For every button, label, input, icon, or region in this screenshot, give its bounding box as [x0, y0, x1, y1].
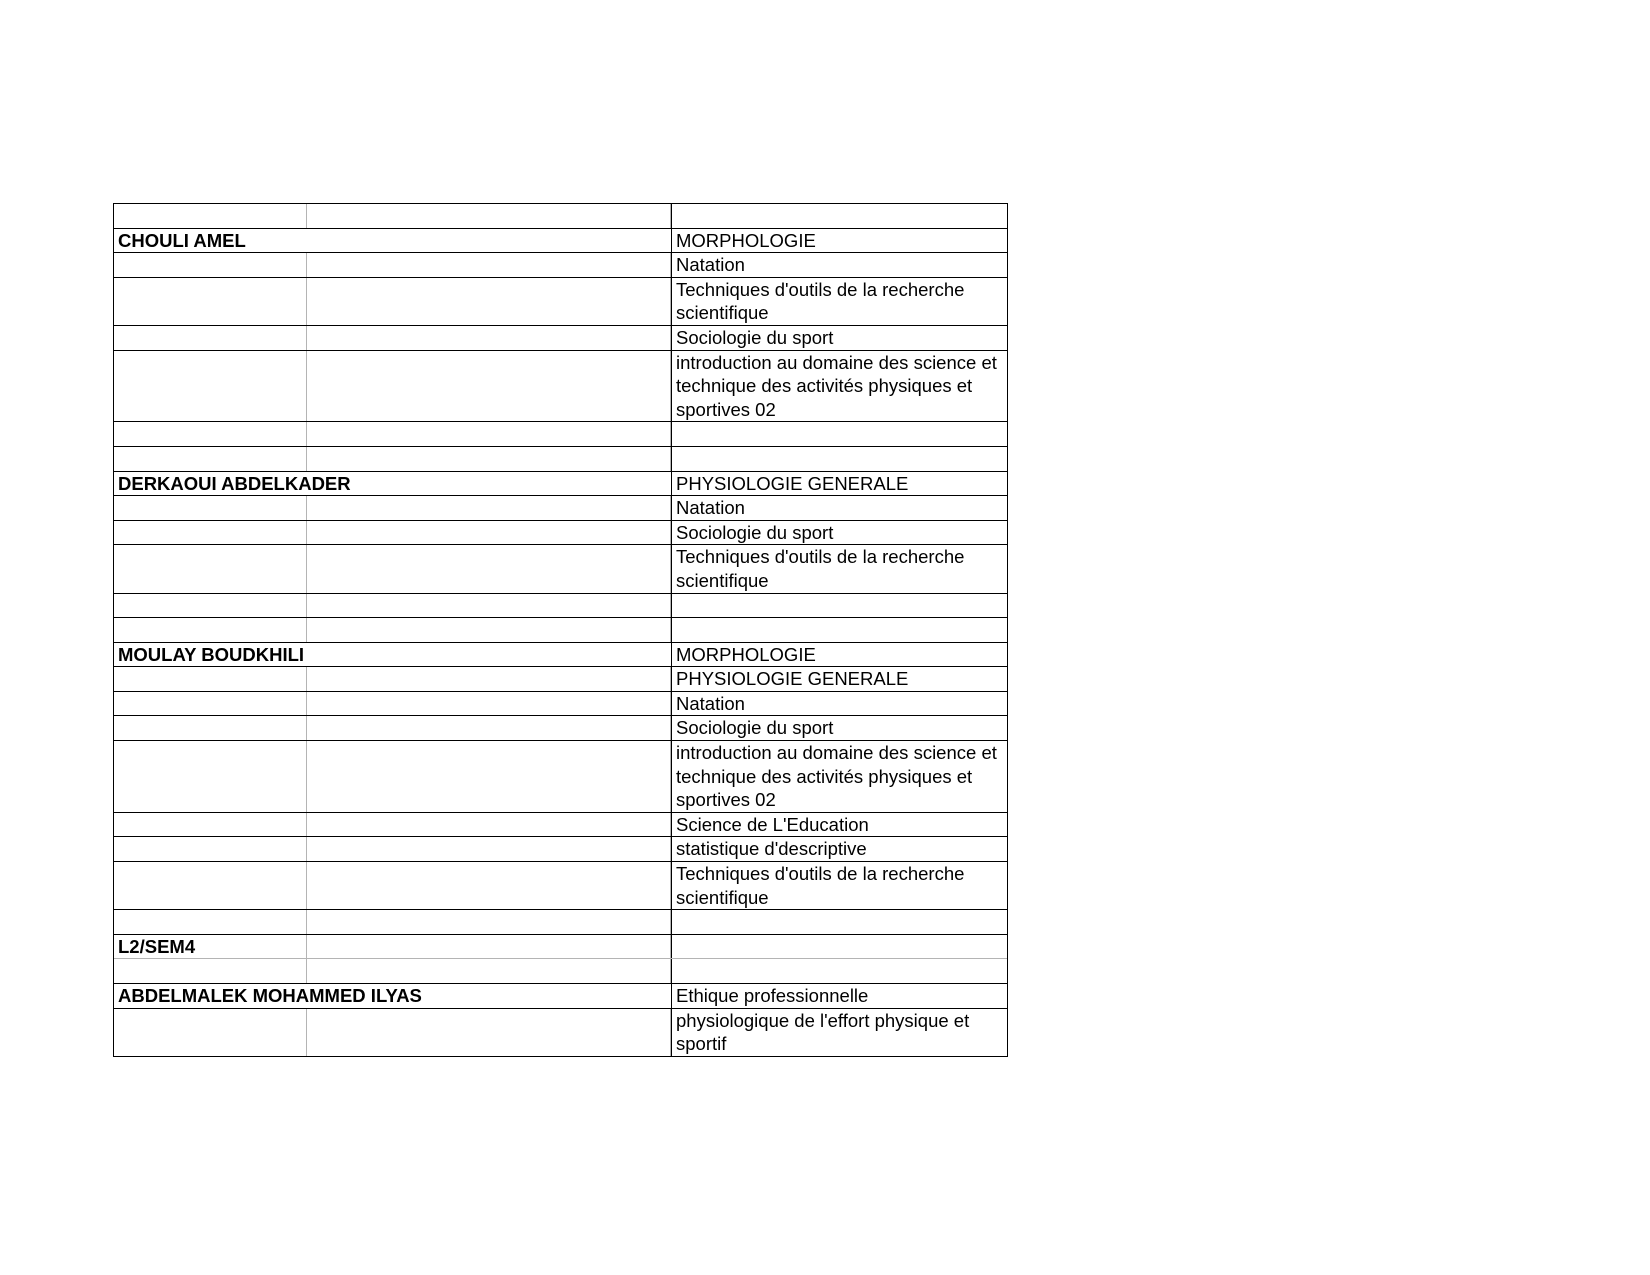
cell: [307, 910, 671, 934]
subject-cell: MORPHOLOGIE: [671, 643, 1007, 667]
cell: [114, 422, 307, 446]
cell: [307, 521, 671, 545]
section-label: L2/SEM4: [114, 935, 307, 959]
cell: [307, 837, 671, 861]
subject-row: [114, 861, 1007, 909]
subject-cell: Techniques d'outils de la recherche scientifique: [671, 862, 1007, 909]
cell: [307, 594, 671, 618]
cell: [114, 910, 307, 934]
subject-row: [114, 252, 1007, 277]
cell: [671, 447, 1007, 471]
teacher-row: [114, 642, 1007, 667]
subject-cell: Natation: [671, 496, 1007, 520]
subject-cell: PHYSIOLOGIE GENERALE: [671, 472, 1007, 496]
cell: [307, 278, 671, 325]
cell: [114, 496, 307, 520]
cell: [114, 959, 307, 983]
subject-row: [114, 325, 1007, 350]
subject-row: [114, 277, 1007, 325]
teacher-name: ABDELMALEK MOHAMMED ILYAS: [118, 985, 422, 1006]
subject-row: [114, 715, 1007, 740]
cell: [671, 959, 1007, 983]
subject-cell: Sociologie du sport: [671, 326, 1007, 350]
cell: [114, 692, 307, 716]
spreadsheet-table: [113, 203, 1008, 1057]
subject-cell: Sociologie du sport: [671, 521, 1007, 545]
empty-row: [114, 958, 1007, 983]
subject-row: [114, 520, 1007, 545]
cell: [671, 910, 1007, 934]
cell: [307, 813, 671, 837]
cell: [114, 447, 307, 471]
cell: [307, 716, 671, 740]
cell: [114, 253, 307, 277]
subject-cell: Techniques d'outils de la recherche scientifique: [671, 545, 1007, 592]
cell: [671, 935, 1007, 959]
cell: [114, 351, 307, 422]
cell: [307, 447, 671, 471]
subject-cell: statistique d'descriptive: [671, 837, 1007, 861]
subject-row: [114, 812, 1007, 837]
subject-cell: introduction au domaine des science et technique des activités physiques et sportives 02: [671, 351, 1007, 422]
cell: [307, 1009, 671, 1056]
cell: [114, 521, 307, 545]
subject-cell: Techniques d'outils de la recherche scientifique: [671, 278, 1007, 325]
subject-cell: Ethique professionnelle: [671, 984, 1007, 1008]
cell: [307, 496, 671, 520]
subject-cell: Sociologie du sport: [671, 716, 1007, 740]
subject-cell: Natation: [671, 692, 1007, 716]
subject-row: [114, 836, 1007, 861]
cell: [114, 741, 307, 812]
teacher-name: DERKAOUI ABDELKADER: [118, 472, 351, 494]
cell: [307, 667, 671, 691]
cell: [307, 204, 671, 228]
subject-cell: Science de L'Education: [671, 813, 1007, 837]
subject-row: [114, 666, 1007, 691]
cell: [307, 935, 671, 959]
cell: [114, 716, 307, 740]
cell: [114, 204, 307, 228]
teacher-name: MOULAY BOUDKHILI: [118, 643, 305, 665]
cell: [114, 667, 307, 691]
cell: [307, 326, 671, 350]
cell: [307, 741, 671, 812]
subject-cell: Natation: [671, 253, 1007, 277]
cell: [114, 326, 307, 350]
cell: [114, 594, 307, 618]
empty-row: [114, 617, 1007, 642]
cell: [307, 253, 671, 277]
cell: [307, 422, 671, 446]
empty-row: [114, 593, 1007, 618]
cell: [114, 1009, 307, 1056]
cell: [114, 545, 307, 592]
cell: [307, 618, 671, 642]
cell: [114, 278, 307, 325]
subject-row: [114, 350, 1007, 422]
subject-row: [114, 691, 1007, 716]
empty-row: [114, 421, 1007, 446]
cell: [307, 692, 671, 716]
cell: [114, 813, 307, 837]
cell: [671, 618, 1007, 642]
cell: [114, 618, 307, 642]
subject-cell: MORPHOLOGIE: [671, 229, 1007, 253]
section-row: [114, 934, 1007, 959]
cell: [671, 594, 1007, 618]
subject-cell: PHYSIOLOGIE GENERALE: [671, 667, 1007, 691]
cell: [307, 545, 671, 592]
cell: [307, 351, 671, 422]
subject-row: [114, 1008, 1007, 1056]
cell: [114, 837, 307, 861]
subject-cell: introduction au domaine des science et technique des activités physiques et sportives 02: [671, 741, 1007, 812]
teacher-row: [114, 983, 1007, 1008]
teacher-row: [114, 471, 1007, 496]
cell: [671, 422, 1007, 446]
teacher-row: [114, 228, 1007, 253]
subject-row: [114, 740, 1007, 812]
empty-row: [114, 446, 1007, 471]
cell: [671, 204, 1007, 228]
empty-row: [114, 204, 1007, 228]
cell: [307, 959, 671, 983]
subject-row: [114, 495, 1007, 520]
cell: [114, 862, 307, 909]
empty-row: [114, 909, 1007, 934]
subject-cell: physiologique de l'effort physique et sportif: [671, 1009, 1007, 1056]
teacher-name: CHOULI AMEL: [118, 229, 246, 251]
cell: [307, 862, 671, 909]
subject-row: [114, 544, 1007, 592]
